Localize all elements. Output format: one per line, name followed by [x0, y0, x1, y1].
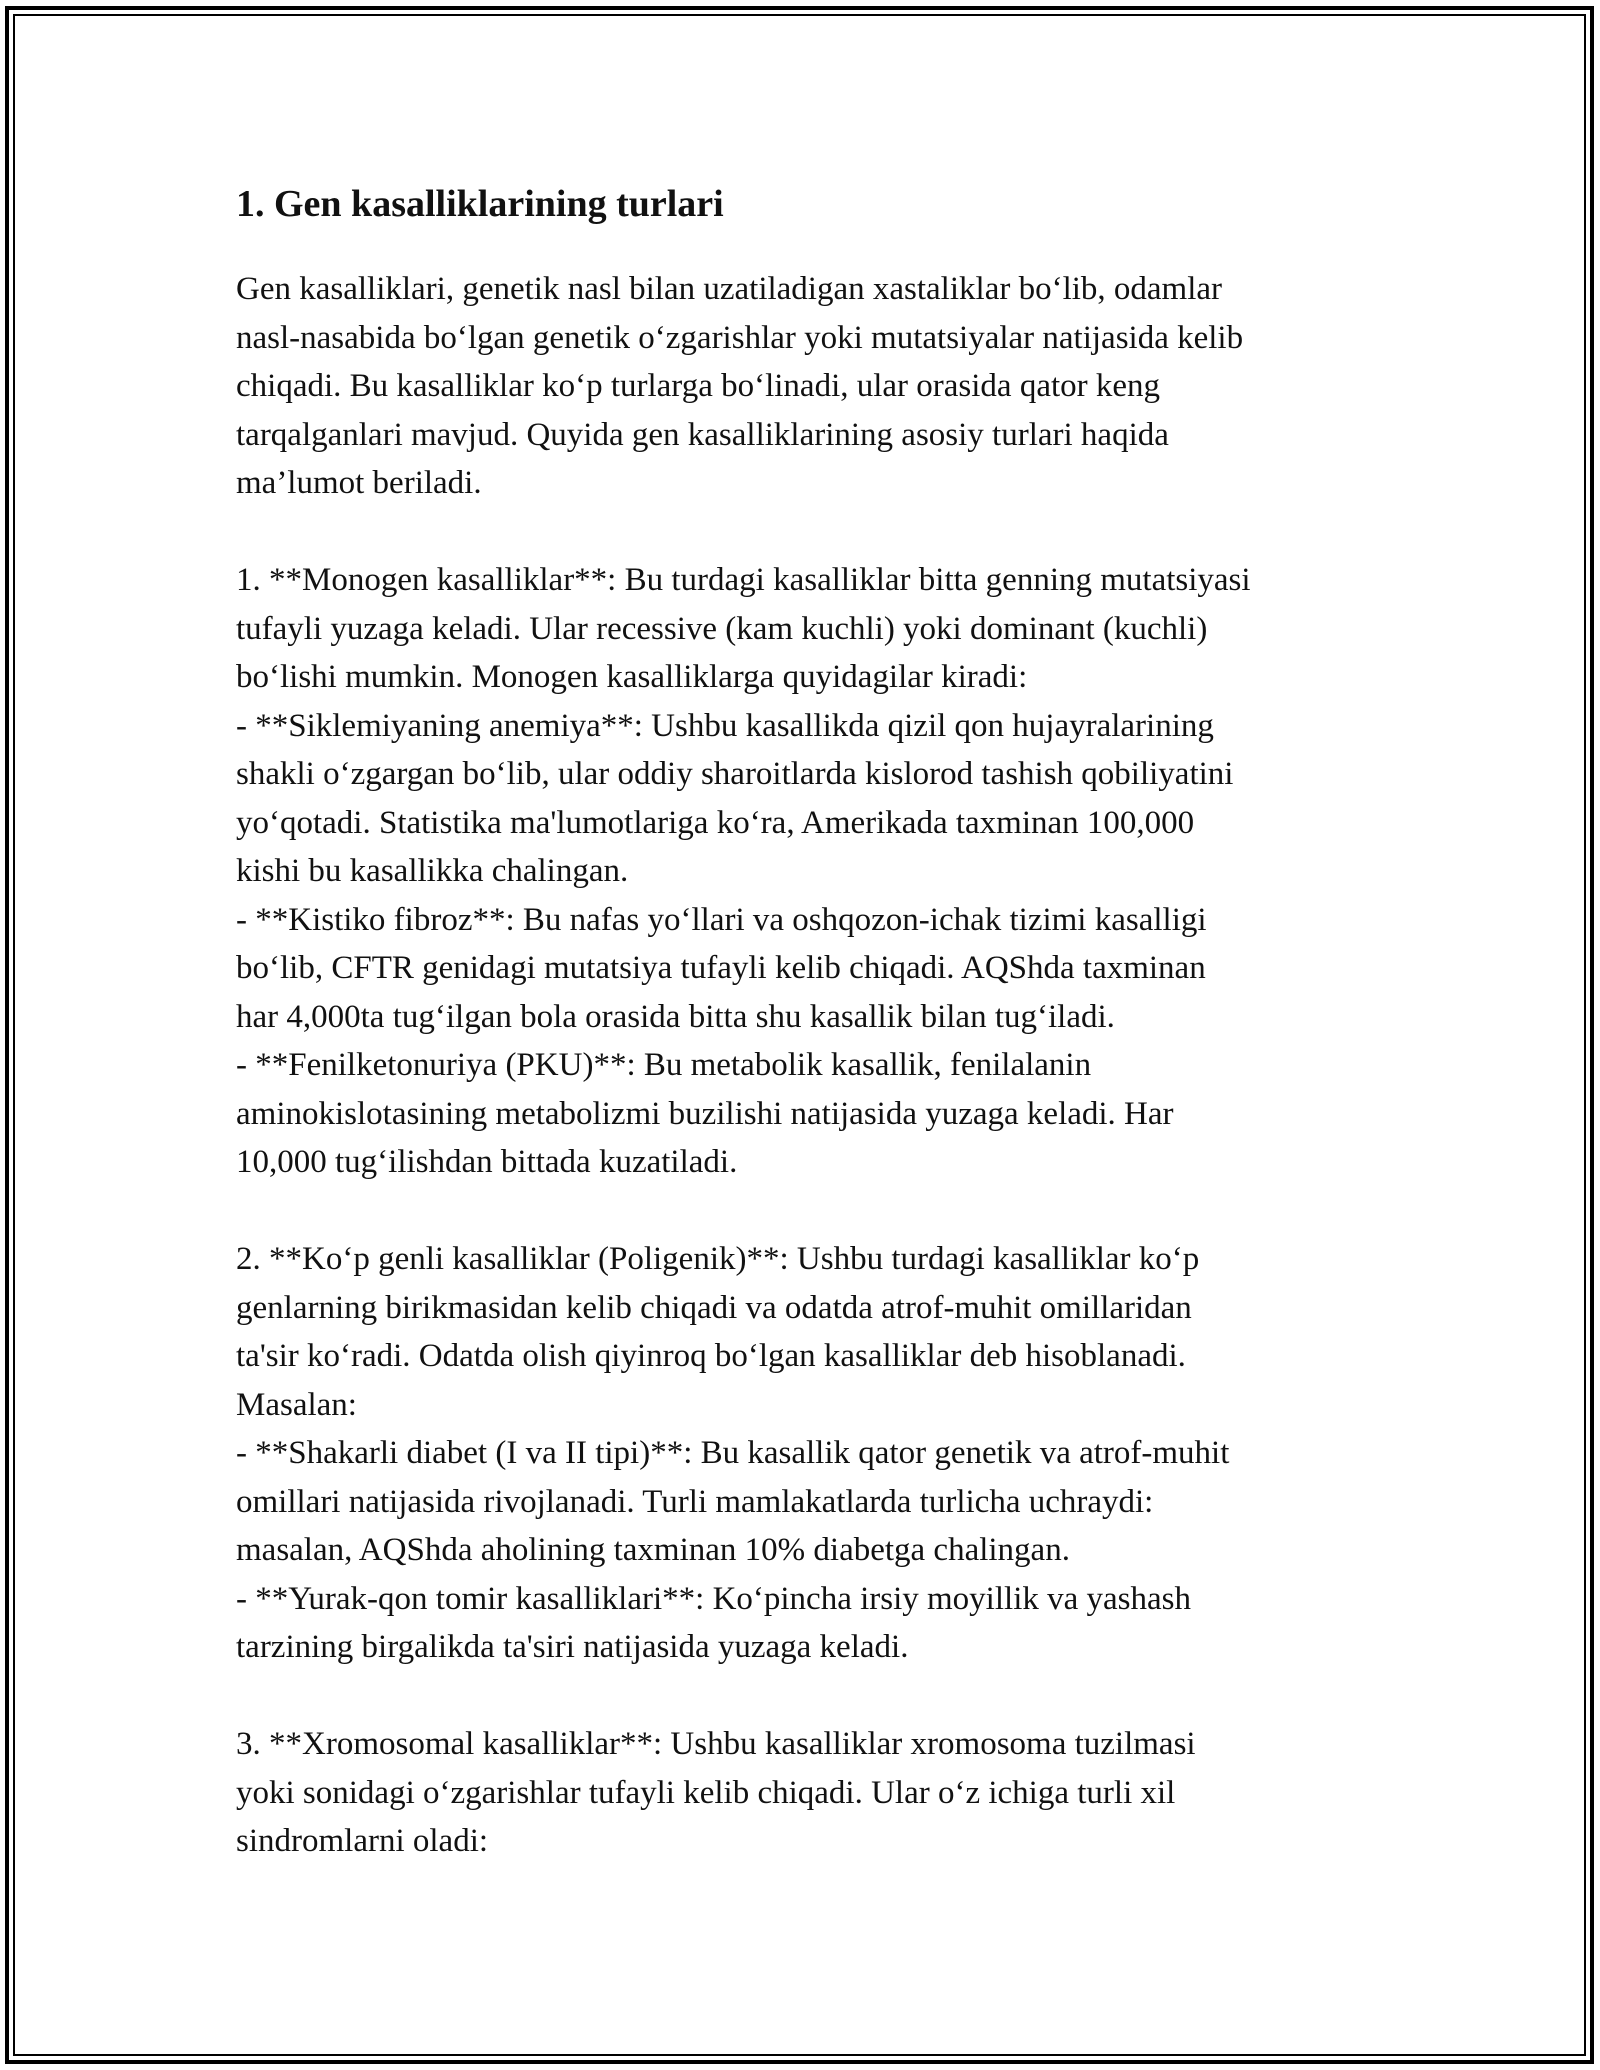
paragraph-gap — [236, 1672, 1386, 1721]
paragraph-gap — [236, 1187, 1386, 1236]
document-body — [236, 180, 1386, 1866]
intro-paragraph: Gen kasalliklari, genetik nasl bilan uzatiladigan xastaliklar bo‘lib, odamlar nasl-nasabida bo‘lgan genetik o‘zgarishlar yoki mutatsiyalar natijasida kelib chiqadi. Bu kasalliklar ko‘p turlarga bo‘linadi, ular orasida qator keng tarqalganlari mavjud. Quyida gen kasalliklarining asosiy turlari haqida ma’lumot beriladi. — [236, 271, 1244, 502]
section-xromosomal: 3. **Xromosomal kasalliklar**: Ushbu kasalliklar xromosoma tuzilmasi yoki sonidagi o‘zgarishlar tufayli kelib chiqadi. Ular o‘z ichiga turli xil sindromlarni oladi: — [236, 1726, 1196, 1860]
section-poligenik: 2. **Ko‘p genli kasalliklar (Poligenik)**: Ushbu turdagi kasalliklar ko‘p genlarning birikmasidan kelib chiqadi va odatda atrof-muhit omillaridan ta'sir ko‘radi. Odatda olish qiyinroq bo‘lgan kasalliklar deb hisoblanadi. Masalan: - **Shakarli diabet (I va II tipi)**: Bu kasallik qator genetik va atrof-muhit omillari natijasida rivojlanadi. Turli mamlakatlarda turlicha uchraydi: masalan, AQShda aholining taxminan 10% diabetga chalingan. - **Yurak-qon tomir kasalliklari**: Ko‘pincha irsiy moyillik va yashash tarzining birgalikda ta'siri natijasida yuzaga keladi. — [236, 1241, 1230, 1666]
document-title: 1. Gen kasalliklarining turlari — [236, 183, 724, 225]
paragraph-gap — [236, 508, 1386, 557]
section-monogen: 1. **Monogen kasalliklar**: Bu turdagi kasalliklar bitta genning mutatsiyasi tufayli yuzaga keladi. Ular recessive (kam kuchli) yoki dominant (kuchli) bo‘lishi mumkin. Monogen kasalliklarga quyidagilar kiradi: - **Siklemiyaning anemiya**: Ushbu kasallikda qizil qon hujayralarining shakli o‘zgargan bo‘lib, ular oddiy sharoitlarda kislorod tashish qobiliyatini yo‘qotadi. Statistika ma'lumotlariga ko‘ra, Amerikada taxminan 100,000 kishi bu kasallikka chalingan. - **Kistiko fibroz**: Bu nafas yo‘llari va oshqozon-ichak tizimi kasalligi bo‘lib, CFTR genidagi mutatsiya tufayli kelib chiqadi. AQShda taxminan har 4,000ta tug‘ilgan bola orasida bitta shu kasallik bilan tug‘iladi. - **Fenilketonuriya (PKU)**: Bu metabolik kasallik, fenilalanin aminokislotasining metabolizmi buzilishi natijasida yuzaga keladi. Har 10,000 tug‘ilishdan bittada kuzatiladi. — [236, 562, 1251, 1181]
